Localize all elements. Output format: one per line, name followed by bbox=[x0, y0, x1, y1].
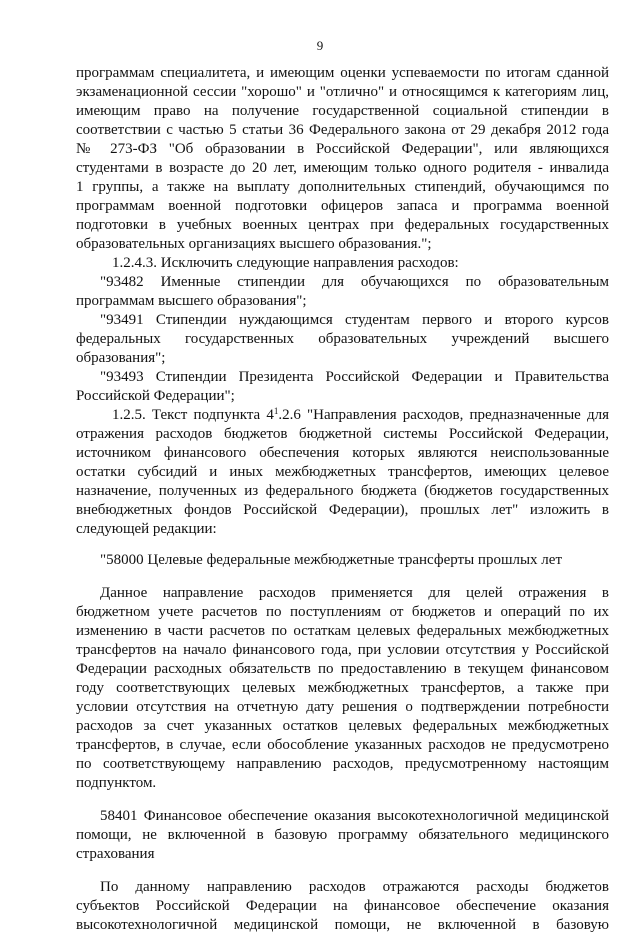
text-line: бюджетном учете расчетов по поступлениям от бюджетов и операций по их bbox=[76, 604, 609, 620]
text-line: расходов за счет указанных остатков целевых федеральных межбюджетных bbox=[76, 718, 609, 734]
text-line: "93482 Именные стипендии для обучающихся по образовательным bbox=[100, 274, 609, 290]
text-line: трансфертов, в случае, если обособление указанных расходов не предусмотрено bbox=[76, 737, 609, 753]
text-line: внебюджетных фондов Российской Федерации), прошлых лет" изложить в bbox=[76, 502, 609, 518]
text-line: Российской Федерации"; bbox=[76, 388, 235, 404]
paragraph-93482 bbox=[76, 273, 609, 311]
text-line: экзаменационной сессии "хорошо" и "отлично" и относящимся к категориям лиц, bbox=[76, 84, 609, 100]
page-number: 9 bbox=[316, 38, 324, 53]
text-line: "93491 Стипендии нуждающимся студентам первого и второго курсов bbox=[100, 312, 609, 328]
text-line: программам специалитета, и имеющим оценки успеваемости по итогам сданной bbox=[76, 65, 609, 81]
text-line: помощи, не включенной в базовую программу обязательного медицинского bbox=[76, 827, 609, 843]
text-line: образования"; bbox=[76, 350, 166, 366]
text-line: по соответствующему направлению расходов, предусмотренному настоящим bbox=[76, 756, 609, 772]
heading-58401 bbox=[76, 807, 609, 864]
text-line: программам военной подготовки офицеров запаса и программа военной bbox=[76, 198, 609, 214]
text-line: федеральных государственных образовательных учреждений высшего bbox=[76, 331, 609, 347]
text-line: остатки субсидий и иных межбюджетных трансфертов, имеющих целевое bbox=[76, 464, 609, 480]
text-line: студентами в возрасте до 20 лет, имеющим только одного родителя - инвалида bbox=[76, 160, 609, 176]
text-line: назначение, полученных из федерального бюджета (бюджетов государственных bbox=[76, 483, 609, 499]
text-line: "58000 Целевые федеральные межбюджетные трансферты прошлых лет bbox=[100, 552, 563, 568]
text-line: По данному направлению расходов отражаются расходы бюджетов bbox=[100, 879, 609, 895]
text-line: субъектов Российской Федерации на финансовое обеспечение оказания bbox=[76, 898, 609, 914]
text-line: трансфертов на начало финансового года, при условии отсутствия у Российской bbox=[76, 642, 609, 658]
paragraph-exclude-directions bbox=[76, 254, 609, 273]
text-line: подготовки в учебных военных центрах при федеральных государственных bbox=[76, 217, 609, 233]
heading-58000 bbox=[76, 551, 609, 570]
text-line: "93493 Стипендии Президента Российской Федерации и Правительства bbox=[100, 369, 609, 385]
text-line bbox=[76, 406, 609, 425]
text-line: источником финансового обеспечения которых являются неиспользованные bbox=[76, 445, 609, 461]
text-line: № 273-ФЗ "Об образовании в Российской Федерации", или являющихся bbox=[76, 141, 609, 157]
text-line: условии отсутствия на отчетную дату решения о подтверждении потребности bbox=[76, 699, 609, 715]
text-line: отражения расходов бюджетов бюджетной системы Российской Федерации, bbox=[76, 426, 609, 442]
text-line: имеющим право на получение государственной социальной стипендии в bbox=[76, 103, 609, 119]
text-fragment: .2.6 "Направления расходов, предназначенные для bbox=[278, 407, 609, 423]
text-line: следующей редакции: bbox=[76, 521, 217, 537]
text-line: образовательных организациях высшего образования."; bbox=[76, 236, 432, 252]
superscript: 1 bbox=[273, 406, 279, 416]
text-line: 58401 Финансовое обеспечение оказания высокотехнологичной медицинской bbox=[100, 808, 609, 824]
text-line: изменению в части расчетов по остаткам целевых федеральных межбюджетных bbox=[76, 623, 609, 639]
text-line: программам высшего образования"; bbox=[76, 293, 307, 309]
paragraph-58401-description bbox=[76, 878, 609, 935]
document-body bbox=[76, 64, 609, 935]
paragraph-58000-description bbox=[76, 584, 609, 793]
text-line: высокотехнологичной медицинской помощи, не включенной в базовую bbox=[76, 917, 609, 933]
text-line: соответствии с частью 5 статьи 36 Федерального закона от 29 декабря 2012 года bbox=[76, 122, 609, 138]
text-line: подпунктом. bbox=[76, 775, 157, 791]
paragraph-1-2-5 bbox=[76, 406, 609, 539]
text-line: Данное направление расходов применяется для целей отражения в bbox=[100, 585, 609, 601]
paragraph-93493 bbox=[76, 368, 609, 406]
text-line: 1 группы, а также на выплату дополнительных стипендий, обучающимся по bbox=[76, 179, 609, 195]
text-fragment: 1.2.5. Текст подпункта 4 bbox=[112, 407, 274, 423]
paragraph-93491 bbox=[76, 311, 609, 368]
text-line: 1.2.4.3. Исключить следующие направления расходов: bbox=[112, 255, 459, 271]
text-line: Федерации расходных обязательств по предоставлению в текущем финансовом bbox=[76, 661, 609, 677]
paragraph-scholarship-continuation bbox=[76, 64, 609, 254]
text-line: страхования bbox=[76, 846, 155, 862]
text-line: году соответствующих целевых межбюджетных трансфертов, а также при bbox=[76, 680, 609, 696]
